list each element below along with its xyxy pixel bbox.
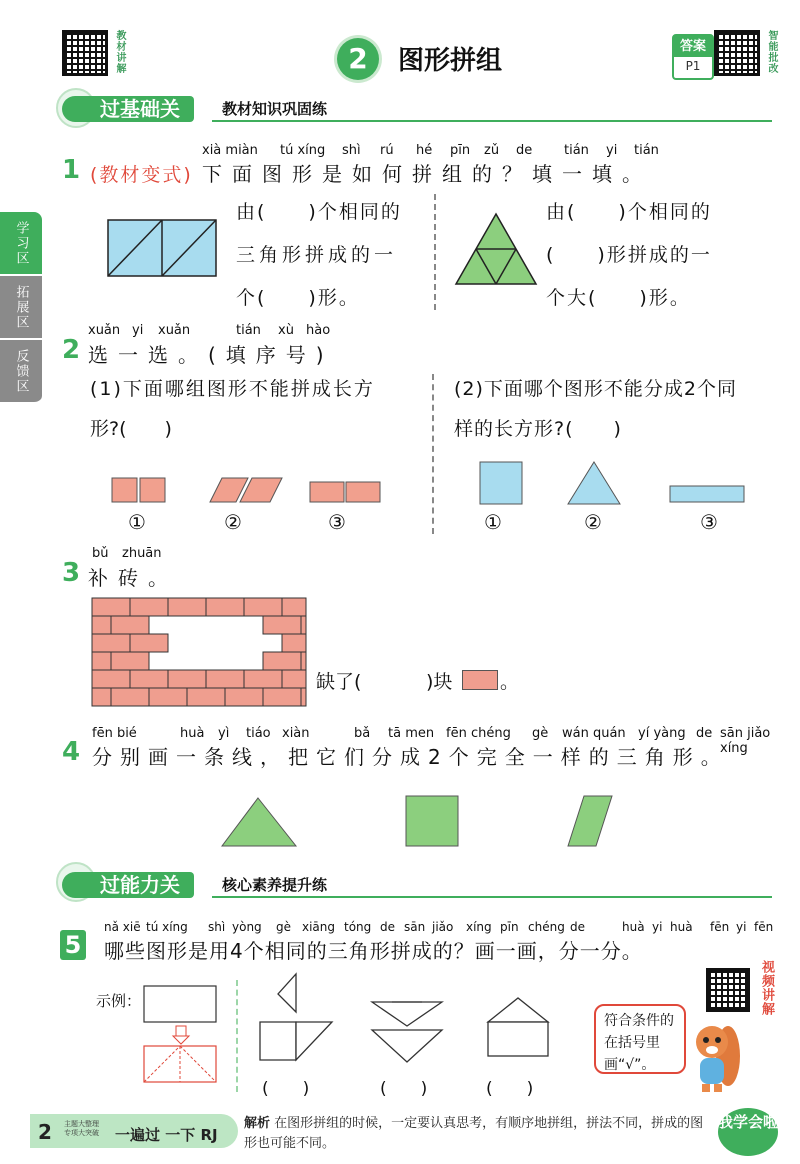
sidebar-tabs xyxy=(0,212,42,404)
q4-shapes xyxy=(220,792,620,850)
q2-sub1-option-1: ① xyxy=(128,510,146,534)
q4-square xyxy=(406,796,458,846)
brick xyxy=(244,670,282,688)
section1-subtitle: 教材知识巩固练 xyxy=(222,100,328,118)
q1-text: 下面图形是如何拼组的？填一填。 xyxy=(202,162,652,186)
q1-number: 1 xyxy=(62,155,81,185)
q4-triangle xyxy=(222,798,296,846)
tab-feedback[interactable]: 反馈区 xyxy=(0,340,42,404)
brick xyxy=(282,634,306,652)
brick xyxy=(130,598,168,616)
q2-sub1-line-2: 形?( ) xyxy=(90,418,172,440)
q5-figure-1 xyxy=(256,972,336,1062)
q5-bracket-3[interactable]: ( ) xyxy=(486,1079,534,1099)
brick xyxy=(206,670,244,688)
brick xyxy=(168,670,206,688)
brick xyxy=(111,688,149,706)
q2-sub2-rect xyxy=(670,486,744,502)
brick xyxy=(149,688,187,706)
brick xyxy=(244,598,282,616)
q5-divider xyxy=(236,980,238,1092)
footer-analysis xyxy=(244,1114,704,1154)
brick xyxy=(225,688,263,706)
q3-text: 补砖。 xyxy=(88,566,178,590)
footer-brand: 一遍过 一下 RJ xyxy=(115,1126,218,1144)
brick xyxy=(187,688,225,706)
brick xyxy=(92,598,130,616)
q2-sub2-option-1: ① xyxy=(484,510,502,534)
section1-bar xyxy=(62,96,772,122)
q1-left-line-3: 个( )形。 xyxy=(236,287,360,309)
answer-box[interactable] xyxy=(672,34,714,80)
q2-sub2-option-2: ② xyxy=(584,510,602,534)
left-qr-label: 教材讲解 xyxy=(114,30,125,74)
brick xyxy=(92,634,130,652)
q2-text: 选一选。(填序号) xyxy=(88,343,334,367)
q1-right-line-1: 由( )个相同的 xyxy=(546,201,712,223)
workbook-page: 教材讲解 2 图形拼组 答案 P1 智能批改 学习区 拓展区 反馈区 过基础关 教材知识巩固练 1 xià miàn tú xíng shì rú hé pīn zǔ de tián yi tián (教材变式) 下面图形是如何拼组的？填一填。 由( )个相同的 三角形拼成的一 个( )形。 由( )个相同的 ( )形拼成的一 个大( )形。 2 xuǎn yi xuǎn tián xù hào 选一选。(填序号) (1)下面哪组图形不能拼成长方 形?( ) (2)下面哪个图形不能分成2个同 样的长方形?( ) ① ② ③ ① ② ③ 3 bǔ zhuān 补砖。 缺了( )块 。 4 fēn bié huà yì tiáo xiàn bǎ tā men fēn chéng gè wán quán yí yàng de sān jiǎo xíng 分别画一条线，把它们分成2个完全一样的三角形。 过能力关 核心素养提升练 5 nǎ xiē tú xíng shì yòng gè xiāng tóng de sān jiǎo xíng pīn chéng de huà yi huà fēn yi fēn 哪些图形是用4个相同的三角形拼成的？画一画，分一分。 示例： ( ) ( ) ( ) 视频讲解 符合条件的在括号里画“√”。 2 主题大整理 专项大突破 一遍过 一下 RJ 解析 在图形拼组的时候，一定要认真思考，有顺序地拼组，拼法不同，拼成的图形也可能不同。 我学会啦 xyxy=(0,0,800,1164)
q2-opt3-rects xyxy=(310,482,344,502)
q4-number: 4 xyxy=(62,737,81,767)
q3-answer-prefix: 缺了( xyxy=(316,671,362,693)
section2-subtitle: 核心素养提升练 xyxy=(222,876,328,894)
brick xyxy=(111,616,149,634)
q1-right-line-3: 个大( )形。 xyxy=(546,287,691,309)
brick xyxy=(263,652,301,670)
brick xyxy=(301,616,306,634)
left-qr-code[interactable] xyxy=(62,30,108,76)
right-qr-label: 智能批改 xyxy=(766,30,777,74)
tab-study[interactable]: 学习区 xyxy=(0,212,42,276)
brick xyxy=(282,598,306,616)
section2-title: 过能力关 xyxy=(62,872,194,898)
brick xyxy=(168,598,206,616)
section2-bar xyxy=(62,872,772,898)
q5-hint-bubble: 符合条件的在括号里画“√”。 xyxy=(594,1004,686,1074)
tab-expand[interactable]: 拓展区 xyxy=(0,276,42,340)
q1-tag: (教材变式) xyxy=(90,164,193,186)
q3-brick-wall xyxy=(90,596,310,708)
q1-left-line-1: 由( )个相同的 xyxy=(236,201,402,223)
q3-number: 3 xyxy=(62,558,81,588)
brick xyxy=(301,688,306,706)
q2-sub2-option-3: ③ xyxy=(700,510,718,534)
q5-text: 哪些图形是用4个相同的三角形拼成的？画一画，分一分。 xyxy=(104,939,643,963)
q5-example-figure xyxy=(142,982,222,1084)
q5-example-label: 示例： xyxy=(96,992,142,1010)
q2-sub2-figures xyxy=(470,458,760,506)
q5-video-label: 视频讲解 xyxy=(759,960,774,1016)
q2-sub2-line-2: 样的长方形?( ) xyxy=(454,418,622,440)
footer-page-number: 2 xyxy=(38,1120,52,1144)
q1-left-line-2: 三角形拼成的一 xyxy=(236,244,398,266)
q5-bracket-1[interactable]: ( ) xyxy=(262,1079,310,1099)
q3-answer-suffix: 。 xyxy=(500,671,520,693)
q5-video-qr-code[interactable] xyxy=(706,968,750,1012)
brick xyxy=(263,688,301,706)
brick xyxy=(92,616,111,634)
q1-divider xyxy=(434,194,436,310)
q5-bracket-2[interactable]: ( ) xyxy=(380,1079,428,1099)
brick xyxy=(263,616,301,634)
q2-sub1-figures xyxy=(100,474,400,508)
footer-tagline: 主题大整理 专项大突破 xyxy=(64,1120,99,1137)
q1-right-line-2: ( )形拼成的一 xyxy=(546,244,712,266)
section2-rule xyxy=(212,896,772,898)
q2-number: 2 xyxy=(62,335,81,365)
footer xyxy=(0,1108,800,1164)
q3-answer-mid: )块 xyxy=(426,671,453,693)
squirrel-mascot-icon xyxy=(688,1012,742,1094)
right-qr-code[interactable] xyxy=(714,30,760,76)
answer-page: P1 xyxy=(685,59,701,73)
q1-rectangle-figure xyxy=(106,218,218,278)
q2-sub1-line-1: (1)下面哪组图形不能拼成长方 xyxy=(90,378,375,400)
footer-analysis-text: 在图形拼组的时候，一定要认真思考，有顺序地拼组，拼法不同，拼成的图形也可能不同。 xyxy=(244,1116,704,1151)
brick xyxy=(130,670,168,688)
q2-opt1-squares xyxy=(112,478,137,502)
q2-sub2-line-1: (2)下面哪个图形不能分成2个同 xyxy=(454,378,738,400)
q2-sub2-triangle xyxy=(568,462,620,504)
brick xyxy=(206,598,244,616)
lesson-number: 2 xyxy=(337,38,379,80)
q5-number-box: 5 xyxy=(60,930,86,960)
brick xyxy=(92,688,111,706)
q4-text: 分别画一条线，把它们分成2个完全一样的三角形。 xyxy=(92,745,729,769)
lesson-title: 图形拼组 xyxy=(398,46,503,76)
footer-badge: 我学会啦 xyxy=(718,1108,778,1156)
q2-divider xyxy=(432,374,434,534)
q3-brick-icon xyxy=(462,670,498,690)
brick xyxy=(301,652,306,670)
q2-sub2-square xyxy=(480,462,522,504)
brick xyxy=(130,634,168,652)
q4-parallelogram xyxy=(568,796,612,846)
brick xyxy=(92,652,111,670)
q2-sub1-option-3: ③ xyxy=(328,510,346,534)
brick xyxy=(92,670,130,688)
q5-figure-2 xyxy=(370,1000,444,1064)
section1-title: 过基础关 xyxy=(62,96,194,122)
answer-label: 答案 xyxy=(674,36,712,57)
brick xyxy=(282,670,306,688)
q5-figure-3 xyxy=(486,996,550,1058)
brick xyxy=(111,652,149,670)
section1-rule xyxy=(212,120,772,122)
q2-sub1-option-2: ② xyxy=(224,510,242,534)
q1-triangle-figure xyxy=(454,212,538,286)
footer-analysis-label: 解析 xyxy=(244,1116,271,1131)
